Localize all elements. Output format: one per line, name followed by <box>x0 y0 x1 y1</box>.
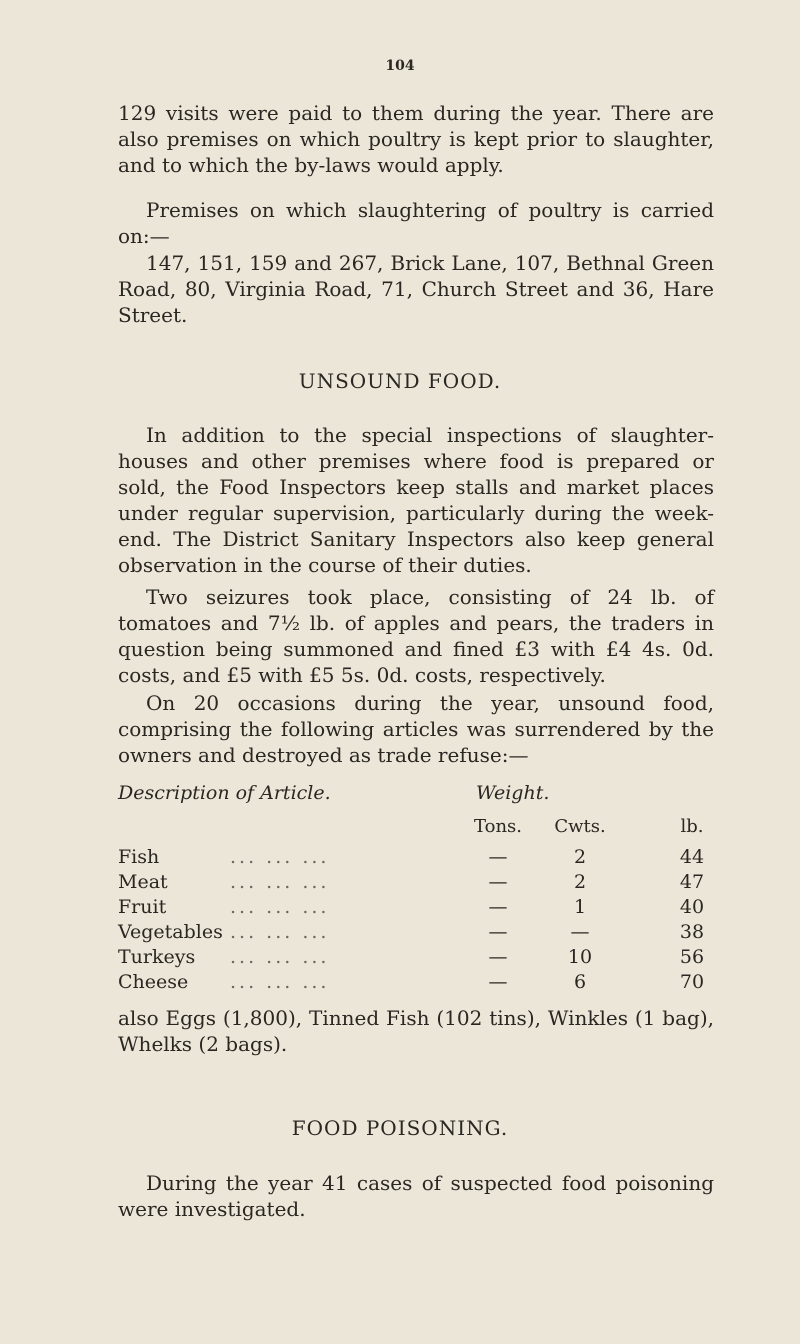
column-header-cwts: Cwts. <box>554 816 606 837</box>
table-row <box>118 871 718 895</box>
row-tons: — <box>488 846 508 868</box>
leader-dots: ... ... ... <box>230 846 330 868</box>
row-cwts: 6 <box>573 971 587 993</box>
table-row <box>118 946 718 970</box>
paragraph-visits: 129 visits were paid to them during the year. There are also premises on which poultry is kept prior to slaughter, and to which the by-laws would apply. <box>118 101 714 177</box>
leader-dots: ... ... ... <box>230 946 330 968</box>
table-header-weight: Weight. <box>476 782 550 804</box>
row-lb: 44 <box>679 846 705 868</box>
table-row <box>118 971 718 995</box>
leader-dots: ... ... ... <box>230 871 330 893</box>
row-cwts: 2 <box>573 846 587 868</box>
row-article: Fish <box>118 846 160 868</box>
leader-dots: ... ... ... <box>230 921 330 943</box>
paragraph-inspections: In addition to the special inspections of slaughter-houses and other premises where food is prepared or sold, the Food Inspectors keep stalls and market places under regular supervision, particularly during the week-end. The District Sanitary Inspectors also keep general observation in the course of their duties. <box>118 423 714 577</box>
row-tons: — <box>488 921 508 943</box>
row-lb: 47 <box>679 871 705 893</box>
paragraph-premises-intro: Premises on which slaughtering of poultry is carried on:— <box>118 198 714 248</box>
page-number: 104 <box>385 58 415 74</box>
row-cwts: — <box>570 921 590 943</box>
row-article: Cheese <box>118 971 189 993</box>
paragraph-other-items: also Eggs (1,800), Tinned Fish (102 tins), Winkles (1 bag), Whelks (2 bags). <box>118 1006 714 1056</box>
table-row <box>118 896 718 920</box>
row-article: Vegetables <box>118 921 223 943</box>
column-header-tons: Tons. <box>474 816 522 837</box>
table-header-description: Description of Article. <box>118 782 331 804</box>
paragraph-food-poisoning: During the year 41 cases of suspected food poisoning were investigated. <box>118 1171 714 1221</box>
unsound-food-table <box>118 782 718 1042</box>
paragraph-seizures: Two seizures took place, consisting of 24 lb. of tomatoes and 7½ lb. of apples and pears, the traders in question being summoned and fined £3 with £4 4s. 0d. costs, and £5 with £5 5s. 0d. costs, respectively. <box>118 585 714 687</box>
paragraph-surrendered: On 20 occasions during the year, unsound food, comprising the following articles was surrendered by the owners and destroyed as trade refuse:— <box>118 691 714 767</box>
table-row <box>118 921 718 945</box>
paragraph-premises-list: 147, 151, 159 and 267, Brick Lane, 107, Bethnal Green Road, 80, Virginia Road, 71, Church Street and 36, Hare Street. <box>118 251 714 327</box>
row-cwts: 2 <box>573 871 587 893</box>
table-row <box>118 846 718 870</box>
row-cwts: 10 <box>567 946 593 968</box>
row-article: Turkeys <box>118 946 196 968</box>
food-poisoning-heading: FOOD POISONING. <box>291 1116 509 1140</box>
row-lb: 38 <box>679 921 705 943</box>
row-cwts: 1 <box>573 896 587 918</box>
leader-dots: ... ... ... <box>230 896 330 918</box>
unsound-food-heading: UNSOUND FOOD. <box>298 369 502 393</box>
leader-dots: ... ... ... <box>230 971 330 993</box>
row-lb: 70 <box>679 971 705 993</box>
row-lb: 40 <box>679 896 705 918</box>
row-article: Fruit <box>118 896 167 918</box>
row-tons: — <box>488 971 508 993</box>
row-tons: — <box>488 896 508 918</box>
row-article: Meat <box>118 871 168 893</box>
row-lb: 56 <box>679 946 705 968</box>
row-tons: — <box>488 871 508 893</box>
row-tons: — <box>488 946 508 968</box>
column-header-lb: lb. <box>680 816 704 837</box>
